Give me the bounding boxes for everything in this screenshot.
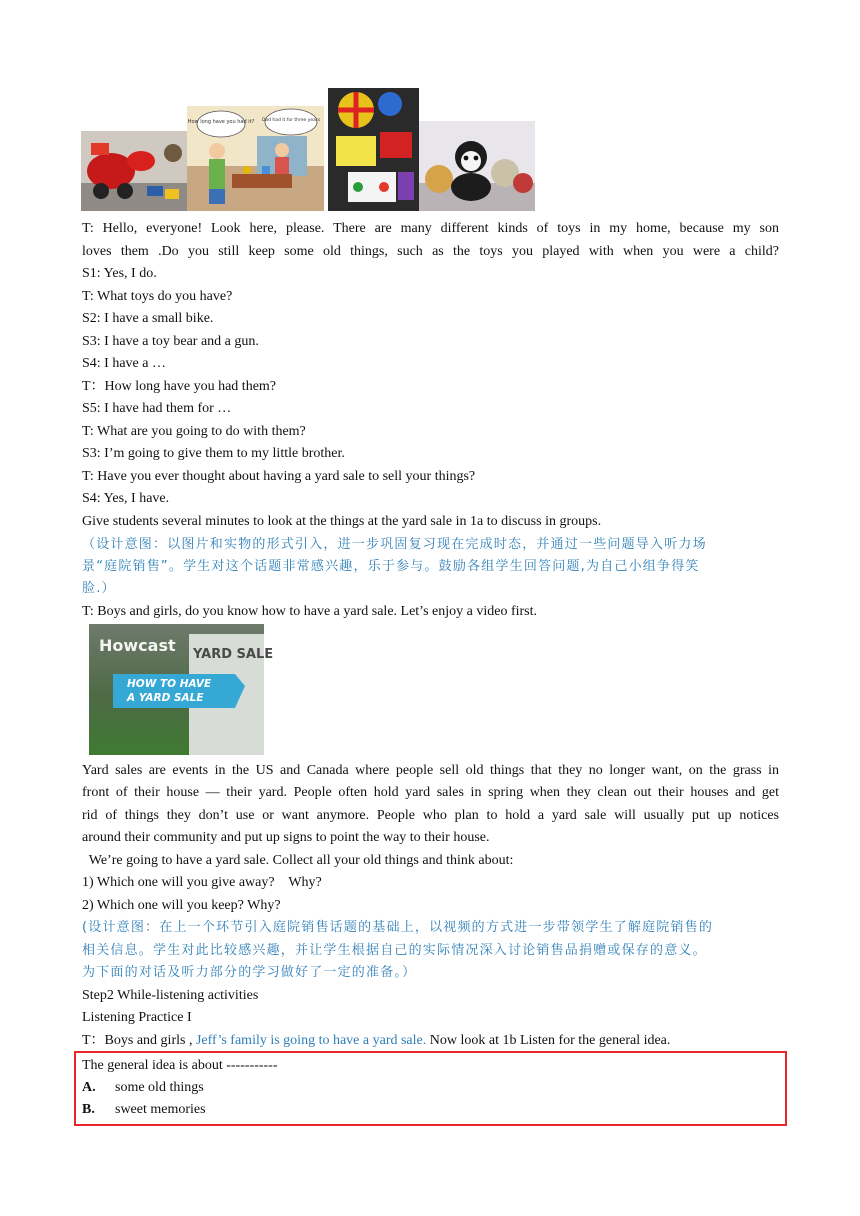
question-option-b (82, 1099, 779, 1122)
design-note-line: （设计意图：以图片和实物的形式引入，进一步巩固复习现在完成时态，并通过一些问题导入听力场 (82, 537, 707, 552)
dialogue-line: S3: I have a toy bear and a gun. (82, 334, 259, 349)
option-text: sweet memories (115, 1102, 206, 1117)
toys-photo (81, 131, 187, 211)
instruction-line: Give students several minutes to look at the things at the yard sale in 1a to discuss in groups. (82, 514, 602, 529)
dialogue-line: T: Have you ever thought about having a yard sale to sell your things? (82, 469, 476, 484)
yard-sale-comic-graphic (187, 106, 324, 211)
video-sign-text: YARD SALE (193, 647, 274, 662)
toys-photo-graphic (81, 131, 187, 211)
plush-toys-photo (419, 121, 535, 211)
step-heading: Step2 While-listening activities (82, 988, 259, 1003)
paragraph-line: Yard sales are events in the US and Canada where people sell old things that they no longer want, on the grass in (82, 763, 779, 778)
comic-bubble-1: How long have you had it? (187, 119, 255, 125)
dialogue-line: T：How long have you had them? (82, 379, 277, 394)
yard-sale-comic (187, 106, 324, 211)
question-stem: The general idea is about ----------- (82, 1058, 278, 1073)
dialogue-line: S4: Yes, I have. (82, 491, 170, 506)
task-line: 1) Which one will you give away? Why? (82, 875, 322, 890)
dialogue-line: T: What toys do you have? (82, 289, 233, 304)
video-banner-line: A YARD SALE (127, 692, 204, 704)
design-note-line: 脸.） (82, 581, 116, 596)
listen-highlight: Jeff’s family is going to have a yard sale. (195, 1033, 427, 1048)
option-letter: A. (82, 1080, 96, 1095)
paragraph-line: around their community and put up signs to point the way to their house. (82, 830, 490, 845)
listen-suffix: Now look at 1b Listen for the general idea. (426, 1033, 671, 1048)
dialogue-line: S4: I have a … (82, 356, 166, 371)
practice-heading: Listening Practice I (82, 1010, 192, 1025)
dialogue-line: S3: I’m going to give them to my little brother. (82, 446, 345, 461)
video-banner-line: HOW TO HAVE (127, 678, 212, 690)
design-note-line: 相关信息。学生对此比较感兴趣，并让学生根据自己的实际情况深入讨论销售品捐赠或保存的意义。 (82, 943, 707, 958)
listen-instruction (82, 1030, 779, 1053)
paragraph-line: rid of things they don’t use or want anymore. People who plan to hold a yard sale will usually put up notices (82, 808, 779, 823)
listen-prefix: T：Boys and girls , (82, 1033, 196, 1048)
dialogue-line: S2: I have a small bike. (82, 311, 214, 326)
dialogue-line: S5: I have had them for … (82, 401, 232, 416)
design-note-line: 为下面的对话及听力部分的学习做好了一定的准备。） (82, 965, 417, 980)
toy-pile-photo-graphic (328, 88, 419, 211)
plush-toys-photo-graphic (419, 121, 535, 211)
dialogue-line: T: Hello, everyone! Look here, please. There are many different kinds of toys in my home, because my son (82, 221, 779, 236)
dialogue-line: loves them .Do you still keep some old things, such as the toys you played with when you were a child? (82, 244, 779, 259)
dialogue-line: S1: Yes, I do. (82, 266, 157, 281)
dialogue-line: T: What are you going to do with them? (82, 424, 306, 439)
task-line: 2) Which one will you keep? Why? (82, 898, 281, 913)
comic-bubble-2: Dad had it for three years (261, 118, 321, 123)
video-intro-line: T: Boys and girls, do you know how to have a yard sale. Let’s enjoy a video first. (82, 604, 537, 619)
question-option-a (82, 1077, 779, 1100)
option-letter: B. (82, 1102, 95, 1117)
video-thumbnail[interactable] (89, 624, 274, 755)
design-note-line: 景“庭院销售”。学生对这个话题非常感兴趣，乐于参与。鼓励各组学生回答问题,为自己小组争得笑 (82, 559, 700, 574)
video-brand-text: Howcast (99, 636, 176, 655)
video-thumbnail-graphic (89, 624, 274, 755)
toy-pile-photo (328, 88, 419, 211)
design-note-line: (设计意图：在上一个环节引入庭院销售话题的基础上，以视频的方式进一步带领学生了解庭院销售的 (82, 920, 714, 935)
task-line: We’re going to have a yard sale. Collect all your old things and think about: (82, 853, 514, 868)
option-text: some old things (115, 1080, 204, 1095)
paragraph-line: front of their house — their yard. People often hold yard sales in spring when they clean out their houses and get (82, 785, 779, 800)
